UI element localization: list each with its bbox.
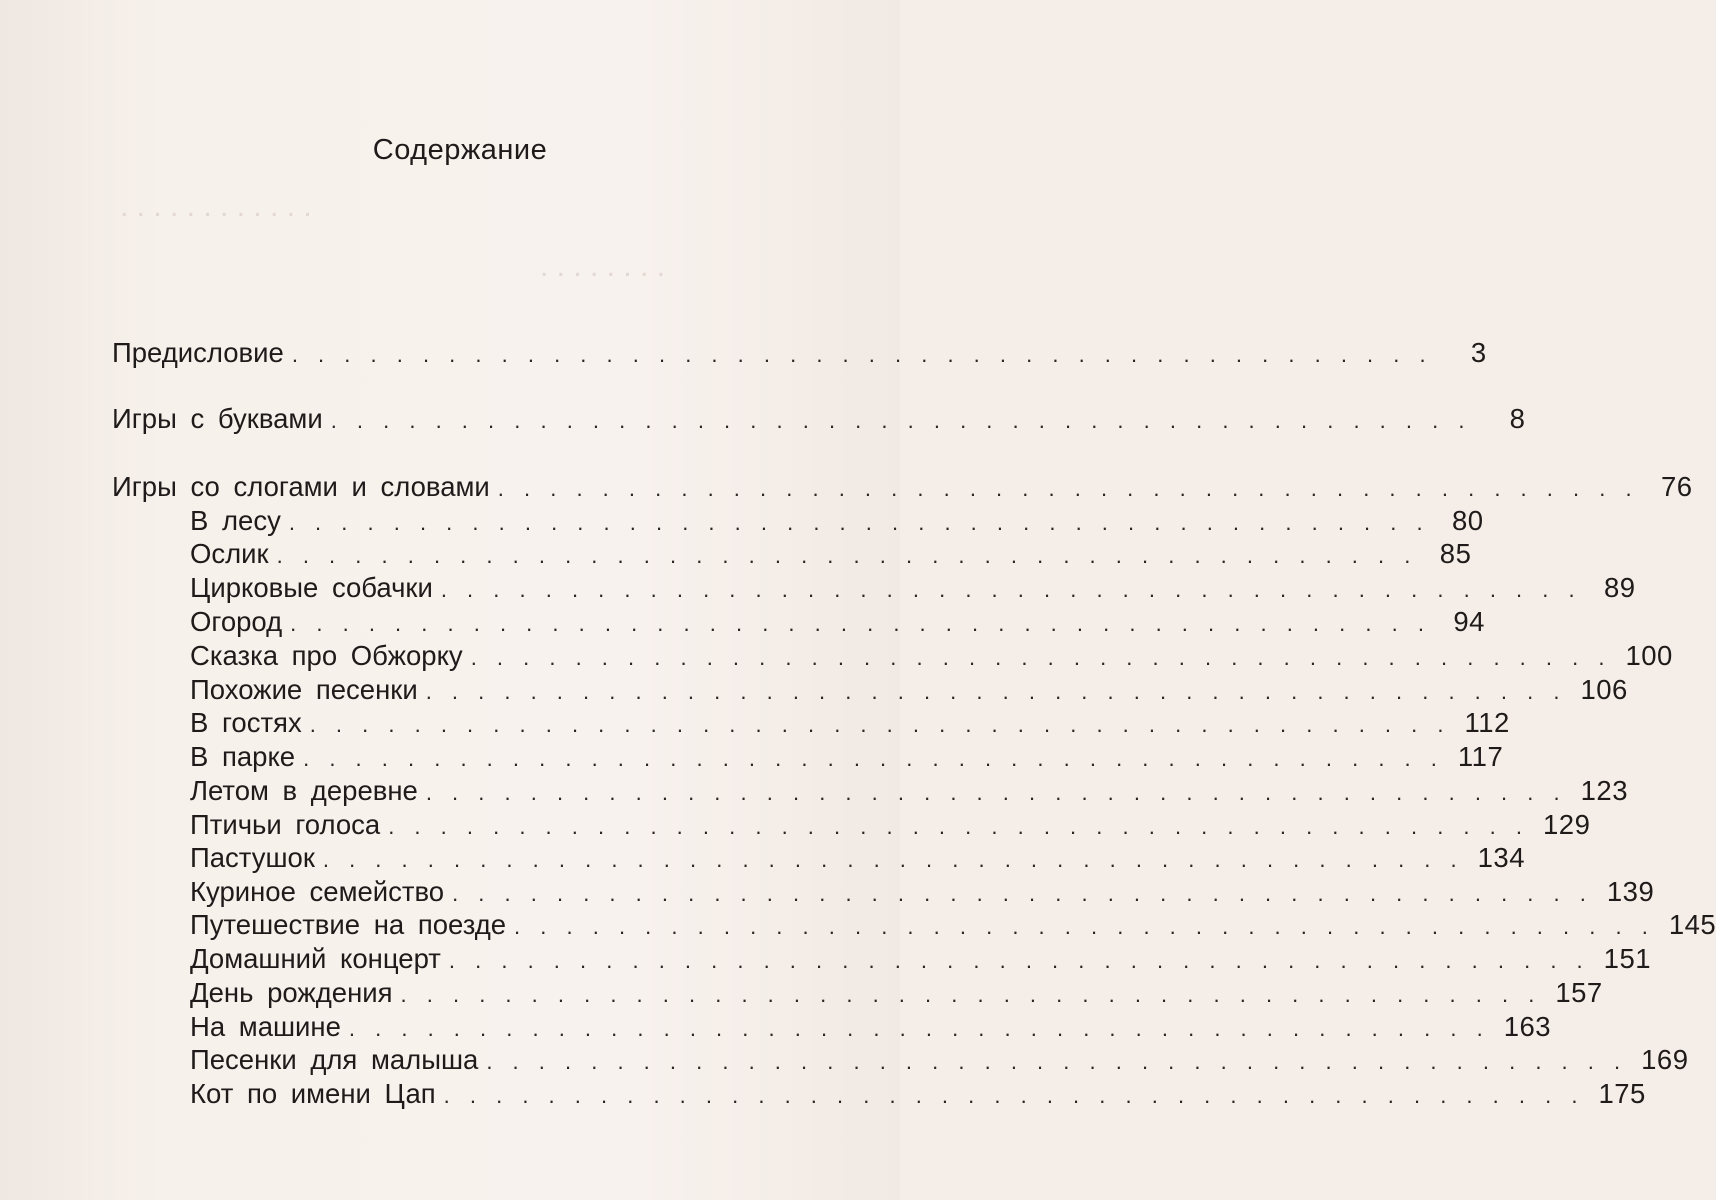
dot-leader: . . . . . . . . . . . . . . . . . . . . . . . . . . . . . . . . . . . . . . . . . . . . <box>309 712 1451 737</box>
dot-leader: . . . . . . . . . . . . . . . . . . . . . . . . . . . . . . . . . . . . . . . . . . . . <box>276 543 1418 568</box>
toc-entry <box>190 571 1636 605</box>
toc-entry-label: На машине <box>190 1011 341 1042</box>
toc-entry <box>190 942 1652 976</box>
toc-entry-page: 117 <box>1457 741 1504 772</box>
dot-leader: . . . . . . . . . . . . . . . . . . . . . . . . . . . . . . . . . . . . . . . . . . . . <box>425 679 1567 704</box>
toc-entry-label: Домашний концерт <box>190 943 441 974</box>
toc-entry-page: 163 <box>1503 1011 1552 1042</box>
toc-entry-page: 145 <box>1668 909 1716 940</box>
toc-entry-label: Пастушок <box>190 842 315 873</box>
dot-leader: . . . . . . . . . . . . . . . . . . . . . . . . . . . . . . . . . . . . . . . . . . . . <box>443 1083 1585 1108</box>
toc-entry <box>112 402 1526 436</box>
toc-entry-label: В лесу <box>190 505 281 536</box>
toc-entry-page: 106 <box>1580 674 1628 705</box>
toc-entry-label: Цирковые собачки <box>190 572 433 603</box>
toc-entry <box>190 1010 1552 1044</box>
dot-leader: . . . . . . . . . . . . . . . . . . . . . . . . . . . . . . . . . . . . . . . . . . . . <box>514 914 1655 939</box>
toc-entry <box>112 470 1693 504</box>
toc-entry <box>190 875 1655 909</box>
toc-entry <box>190 605 1485 639</box>
toc-entry-label: В парке <box>190 741 296 772</box>
dot-leader: . . . . . . . . . . . . . . . . . . . . . . . . . . . . . . . . . . . . . . . . . . . . <box>448 948 1590 973</box>
dot-leader: . . . . . . . . . . . . . . . . . . . . . . . . . . . . . . . . . . . . . . . . . . . . <box>303 746 1444 771</box>
toc-entry-label: Похожие песенки <box>190 674 418 705</box>
dot-leader: . . . . . . . . . . . . . . . . . . . . . . . . . . . . . . . . . . . . . . . . . . . . <box>452 881 1593 906</box>
dot-leader: . . . . . . . . . . . . . . . . . . . . . . . . . . . . . . . . . . . . . . . . . . . . <box>470 645 1612 670</box>
dot-leader: . . . . . . . . . . . . . . . . . . . . . . . . . . . . . . . . . . . . . . . . . . . . <box>288 510 1430 535</box>
toc-entry <box>190 774 1628 808</box>
dot-leader: . . . . . . . . . . . . . . . . . . . . . . . . . . . . . . . . . . . . . . . . . . . . <box>497 476 1639 501</box>
toc-entry-page: 100 <box>1625 640 1673 671</box>
toc-entry-label: Куриное семейство <box>190 876 445 907</box>
toc-entry-label: День рождения <box>190 977 393 1008</box>
toc-entry-label: Птичьи голоса <box>190 809 381 840</box>
toc-entry <box>190 706 1510 740</box>
toc-entry <box>190 808 1591 842</box>
dot-leader: . . . . . . . . . . . . . . . . . . . . . . . . . . . . . . . . . . . . . . . . . . . . <box>425 780 1567 805</box>
toc-entry <box>190 504 1484 538</box>
dot-leader: . . . . . . . . . . . . . . . . . . . . . . . . . . . . . . . . . . . . . . . . . . . . <box>348 1016 1490 1041</box>
toc-entry-label: Ослик <box>190 538 269 569</box>
toc-entry-label: Огород <box>190 606 283 637</box>
toc-entry-label: В гостях <box>190 707 302 738</box>
dot-leader: . . . . . . . . . . . . . . . . . . . . . . . . . . . . . . . . . . . . . . . . . . . . <box>440 577 1582 602</box>
toc-entry <box>112 336 1487 370</box>
toc-entry <box>190 1077 1646 1111</box>
toc-entry <box>190 639 1673 673</box>
toc-entry <box>190 1043 1689 1077</box>
toc-entry-page: 129 <box>1542 809 1591 840</box>
toc-entry-page: 89 <box>1604 572 1636 603</box>
dot-leader: . . . . . . . . . . . . . . . . . . . . . . . . . . . . . . . . . . . . . . . . . . . . <box>388 814 1529 839</box>
toc-entry-page: 3 <box>1470 337 1487 368</box>
toc-entry-page: 157 <box>1555 977 1603 1008</box>
toc-entry <box>190 673 1628 707</box>
toc-entry <box>190 908 1716 942</box>
toc-entry-page: 134 <box>1477 842 1526 873</box>
show-through-texture: . . . . . . . . <box>540 250 666 283</box>
toc-entry-label: Игры со слогами и словами <box>112 471 490 502</box>
dot-leader: . . . . . . . . . . . . . . . . . . . . . . . . . . . . . . . . . . . . . . . . . . . . <box>330 408 1472 433</box>
toc-entry-page: 169 <box>1641 1044 1689 1075</box>
toc-entry <box>190 537 1472 571</box>
toc-entry-page: 112 <box>1464 707 1510 738</box>
toc-entry-page: 76 <box>1660 471 1693 502</box>
toc-entry <box>190 976 1603 1010</box>
toc-entry-label: Предисловие <box>112 337 284 368</box>
toc-entry-page: 175 <box>1598 1078 1646 1109</box>
dot-leader: . . . . . . . . . . . . . . . . . . . . . . . . . . . . . . . . . . . . . . . . . . . . <box>291 342 1433 367</box>
toc-entry-page: 94 <box>1453 606 1485 637</box>
toc-entry-label: Летом в деревне <box>190 775 418 806</box>
toc-entry-page: 139 <box>1606 876 1655 907</box>
toc-entry-label: Сказка про Обжорку <box>190 640 463 671</box>
toc-entry <box>190 740 1504 774</box>
page-title: Содержание <box>372 134 548 166</box>
toc-entry-page: 8 <box>1509 403 1526 434</box>
show-through-texture: . . . . . . . . . . . . <box>120 190 312 223</box>
toc-entry-label: Путешествие на поезде <box>190 909 507 940</box>
toc-entry-label: Песенки для малыша <box>190 1044 479 1075</box>
dot-leader: . . . . . . . . . . . . . . . . . . . . . . . . . . . . . . . . . . . . . . . . . . . . <box>486 1049 1628 1074</box>
toc-entry-label: Игры с буквами <box>112 403 323 434</box>
toc-entry <box>190 841 1526 875</box>
toc-entry-page: 123 <box>1580 775 1628 806</box>
toc-entry-page: 85 <box>1439 538 1472 569</box>
toc-entry-label: Кот по имени Цап <box>190 1078 436 1109</box>
dot-leader: . . . . . . . . . . . . . . . . . . . . . . . . . . . . . . . . . . . . . . . . . . . . <box>322 847 1464 872</box>
toc-entry-page: 80 <box>1452 505 1484 536</box>
dot-leader: . . . . . . . . . . . . . . . . . . . . . . . . . . . . . . . . . . . . . . . . . . . . <box>400 982 1542 1007</box>
toc-entry-page: 151 <box>1603 943 1652 974</box>
dot-leader: . . . . . . . . . . . . . . . . . . . . . . . . . . . . . . . . . . . . . . . . . . . . <box>290 611 1431 636</box>
